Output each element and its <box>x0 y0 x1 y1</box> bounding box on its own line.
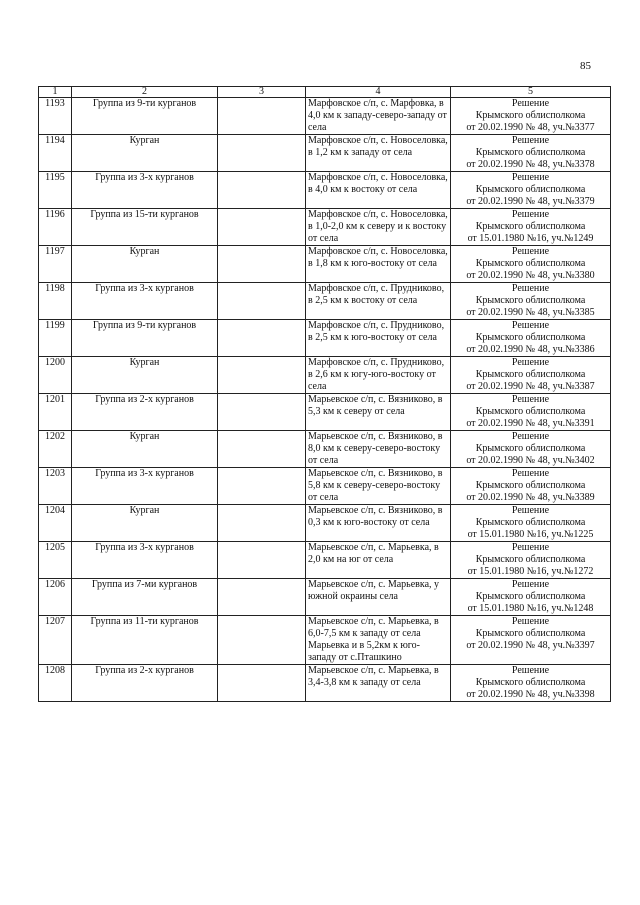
object-location: Марьевское с/п, с. Марьевка, в 2,0 км на юг от села <box>306 542 451 579</box>
object-location: Марьевское с/п, с. Марьевка, в 3,4-3,8 км к западу от села <box>306 665 451 702</box>
column-3-cell <box>218 357 306 394</box>
object-name: Группа из 3-х курганов <box>72 542 218 579</box>
document-title: Решение <box>511 320 550 331</box>
column-header-name: 2 <box>72 87 218 98</box>
protection-document <box>451 320 611 357</box>
column-3-cell <box>218 665 306 702</box>
column-3-cell <box>218 616 306 665</box>
table-row <box>39 579 611 616</box>
document-ref: от 20.02.1990 № 48, уч.№3379 <box>466 196 595 207</box>
row-number: 1207 <box>39 616 72 665</box>
page-number: 85 <box>580 60 591 72</box>
row-number: 1203 <box>39 468 72 505</box>
document-org: Крымского облисполкома <box>475 258 586 269</box>
object-name: Курган <box>72 357 218 394</box>
document-org: Крымского облисполкома <box>475 591 586 602</box>
column-3-cell <box>218 209 306 246</box>
table-row <box>39 98 611 135</box>
column-3-cell <box>218 98 306 135</box>
protection-document <box>451 665 611 702</box>
object-location: Марфовское с/п, с. Прудниково, в 2,6 км к югу-юго-востоку от села <box>306 357 451 394</box>
document-ref: от 20.02.1990 № 48, уч.№3391 <box>466 418 595 429</box>
object-name: Курган <box>72 135 218 172</box>
protection-document <box>451 172 611 209</box>
protection-document <box>451 357 611 394</box>
column-3-cell <box>218 542 306 579</box>
document-title: Решение <box>511 542 550 553</box>
document-title: Решение <box>511 135 550 146</box>
document-title: Решение <box>511 468 550 479</box>
column-3-cell <box>218 579 306 616</box>
document-title: Решение <box>511 246 550 257</box>
row-number: 1204 <box>39 505 72 542</box>
document-ref: от 20.02.1990 № 48, уч.№3387 <box>466 381 595 392</box>
document-ref: от 20.02.1990 № 48, уч.№3386 <box>466 344 595 355</box>
document-title: Решение <box>511 98 550 109</box>
document-title: Решение <box>511 357 550 368</box>
column-3-cell <box>218 505 306 542</box>
protection-document <box>451 135 611 172</box>
table-row <box>39 283 611 320</box>
object-name: Курган <box>72 505 218 542</box>
column-3-cell <box>218 320 306 357</box>
table-row <box>39 394 611 431</box>
object-location: Марфовское с/п, с. Новоселовка, в 1,8 км к юго-востоку от села <box>306 246 451 283</box>
document-org: Крымского облисполкома <box>475 184 586 195</box>
row-number: 1197 <box>39 246 72 283</box>
document-title: Решение <box>511 579 550 590</box>
row-number: 1198 <box>39 283 72 320</box>
document-title: Решение <box>511 665 550 676</box>
object-name: Группа из 11-ти курганов <box>72 616 218 665</box>
document-ref: от 15.01.1980 №16, уч.№1272 <box>467 566 594 577</box>
document-org: Крымского облисполкома <box>475 406 586 417</box>
document-org: Крымского облисполкома <box>475 443 586 454</box>
table-row <box>39 246 611 283</box>
object-location: Марьевское с/п, с. Вязниково, в 8,0 км к северу-северо-востоку от села <box>306 431 451 468</box>
object-location: Марфовское с/п, с. Новоселовка, в 4,0 км к востоку от села <box>306 172 451 209</box>
column-3-cell <box>218 172 306 209</box>
row-number: 1205 <box>39 542 72 579</box>
column-header-number: 1 <box>39 87 72 98</box>
column-header-location: 4 <box>306 87 451 98</box>
object-name: Группа из 9-ти курганов <box>72 98 218 135</box>
object-location: Марфовское с/п, с. Новоселовка, в 1,2 км к западу от села <box>306 135 451 172</box>
document-ref: от 20.02.1990 № 48, уч.№3389 <box>466 492 595 503</box>
row-number: 1199 <box>39 320 72 357</box>
document-org: Крымского облисполкома <box>475 221 586 232</box>
document-org: Крымского облисполкома <box>475 147 586 158</box>
column-3-cell <box>218 468 306 505</box>
object-name: Группа из 2-х курганов <box>72 394 218 431</box>
monuments-table <box>38 86 611 702</box>
object-name: Группа из 3-х курганов <box>72 172 218 209</box>
protection-document <box>451 98 611 135</box>
object-location: Марьевское с/п, с. Марьевка, в 6,0-7,5 км к западу от села Марьевка и в 5,2км к юго-западу от с.Пташкино <box>306 616 451 665</box>
column-header-document: 5 <box>451 87 611 98</box>
row-number: 1202 <box>39 431 72 468</box>
document-title: Решение <box>511 209 550 220</box>
column-3-cell <box>218 246 306 283</box>
object-name: Группа из 9-ти курганов <box>72 320 218 357</box>
protection-document <box>451 579 611 616</box>
document-ref: от 15.01.1980 №16, уч.№1249 <box>467 233 594 244</box>
document-ref: от 20.02.1990 № 48, уч.№3380 <box>466 270 595 281</box>
column-3-cell <box>218 431 306 468</box>
document-org: Крымского облисполкома <box>475 332 586 343</box>
object-name: Группа из 7-ми курганов <box>72 579 218 616</box>
object-location: Марфовское с/п, с. Новоселовка, в 1,0-2,0 км к северу и к востоку от села <box>306 209 451 246</box>
document-ref: от 15.01.1980 №16, уч.№1248 <box>467 603 594 614</box>
document-title: Решение <box>511 394 550 405</box>
protection-document <box>451 394 611 431</box>
object-location: Марфовское с/п, с. Марфовка, в 4,0 км к западу-северо-западу от села <box>306 98 451 135</box>
document-org: Крымского облисполкома <box>475 480 586 491</box>
column-3-cell <box>218 135 306 172</box>
row-number: 1196 <box>39 209 72 246</box>
row-number: 1206 <box>39 579 72 616</box>
row-number: 1201 <box>39 394 72 431</box>
table-row <box>39 357 611 394</box>
document-title: Решение <box>511 283 550 294</box>
document-org: Крымского облисполкома <box>475 517 586 528</box>
document-ref: от 20.02.1990 № 48, уч.№3378 <box>466 159 595 170</box>
document-ref: от 20.02.1990 № 48, уч.№3398 <box>466 689 595 700</box>
protection-document <box>451 616 611 665</box>
document-org: Крымского облисполкома <box>475 628 586 639</box>
protection-document <box>451 209 611 246</box>
object-name: Группа из 2-х курганов <box>72 665 218 702</box>
protection-document <box>451 283 611 320</box>
protection-document <box>451 542 611 579</box>
document-title: Решение <box>511 616 550 627</box>
table-row <box>39 542 611 579</box>
object-location: Марьевское с/п, с. Марьевка, у южной окраины села <box>306 579 451 616</box>
protection-document <box>451 468 611 505</box>
table-row <box>39 665 611 702</box>
row-number: 1194 <box>39 135 72 172</box>
protection-document <box>451 431 611 468</box>
document-ref: от 20.02.1990 № 48, уч.№3377 <box>466 122 595 133</box>
object-location: Марфовское с/п, с. Прудниково, в 2,5 км к востоку от села <box>306 283 451 320</box>
row-number: 1195 <box>39 172 72 209</box>
table-header-row <box>39 87 611 98</box>
document-ref: от 20.02.1990 № 48, уч.№3402 <box>466 455 595 466</box>
document-title: Решение <box>511 431 550 442</box>
row-number: 1208 <box>39 665 72 702</box>
table-row <box>39 468 611 505</box>
document-org: Крымского облисполкома <box>475 554 586 565</box>
document-org: Крымского облисполкома <box>475 295 586 306</box>
document-ref: от 20.02.1990 № 48, уч.№3385 <box>466 307 595 318</box>
document-org: Крымского облисполкома <box>475 110 586 121</box>
object-name: Группа из 3-х курганов <box>72 283 218 320</box>
object-name: Курган <box>72 431 218 468</box>
column-3-cell <box>218 283 306 320</box>
object-location: Марфовское с/п, с. Прудниково, в 2,5 км к юго-востоку от села <box>306 320 451 357</box>
object-name: Курган <box>72 246 218 283</box>
object-name: Группа из 3-х курганов <box>72 468 218 505</box>
document-org: Крымского облисполкома <box>475 369 586 380</box>
table-row <box>39 209 611 246</box>
document-title: Решение <box>511 172 550 183</box>
table-row <box>39 320 611 357</box>
object-location: Марьевское с/п, с. Вязниково, в 5,8 км к северу-северо-востоку от села <box>306 468 451 505</box>
object-location: Марьевское с/п, с. Вязниково, в 5,3 км к северу от села <box>306 394 451 431</box>
table-row <box>39 172 611 209</box>
table-row <box>39 616 611 665</box>
table-row <box>39 505 611 542</box>
document-ref: от 20.02.1990 № 48, уч.№3397 <box>466 640 595 651</box>
protection-document <box>451 505 611 542</box>
column-header-3: 3 <box>218 87 306 98</box>
column-3-cell <box>218 394 306 431</box>
protection-document <box>451 246 611 283</box>
object-location: Марьевское с/п, с. Вязниково, в 0,3 км к юго-востоку от села <box>306 505 451 542</box>
document-org: Крымского облисполкома <box>475 677 586 688</box>
table-row <box>39 431 611 468</box>
table-row <box>39 135 611 172</box>
table-body <box>39 98 611 702</box>
row-number: 1200 <box>39 357 72 394</box>
document-title: Решение <box>511 505 550 516</box>
row-number: 1193 <box>39 98 72 135</box>
document-ref: от 15.01.1980 №16, уч.№1225 <box>467 529 594 540</box>
object-name: Группа из 15-ти курганов <box>72 209 218 246</box>
